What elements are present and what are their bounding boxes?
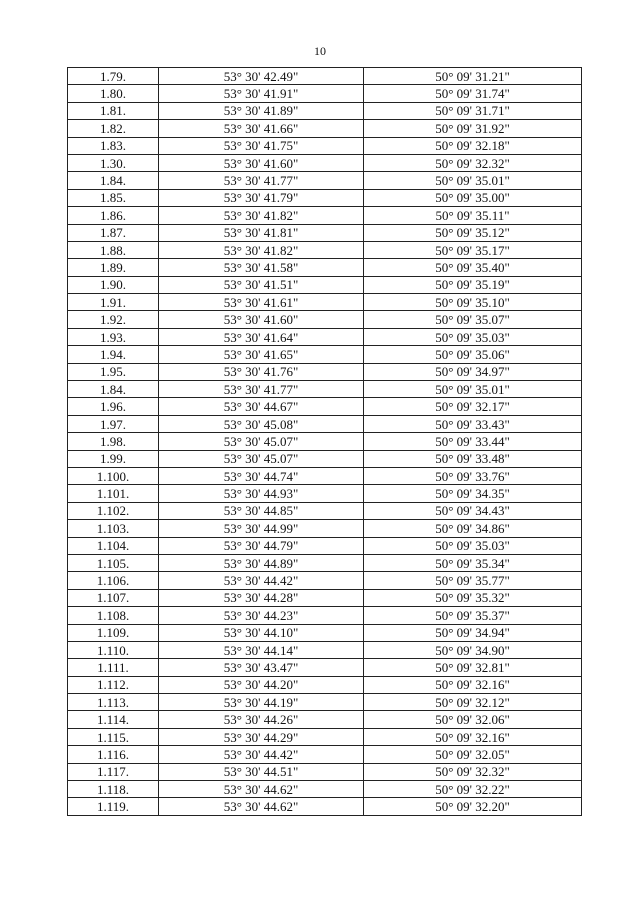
table-row — [68, 798, 582, 815]
table-row — [68, 259, 582, 276]
point-number-cell: 1.80. — [68, 85, 159, 102]
latitude-cell: 53° 30' 45.07" — [159, 433, 364, 450]
point-number-cell: 1.84. — [68, 172, 159, 189]
longitude-cell: 50° 09' 34.43" — [364, 502, 582, 519]
point-number-cell: 1.106. — [68, 572, 159, 589]
point-number-cell: 1.86. — [68, 207, 159, 224]
latitude-cell: 53° 30' 41.51" — [159, 276, 364, 293]
longitude-cell: 50° 09' 35.19" — [364, 276, 582, 293]
table-row — [68, 311, 582, 328]
longitude-cell: 50° 09' 35.03" — [364, 537, 582, 554]
latitude-cell: 53° 30' 44.28" — [159, 589, 364, 606]
latitude-cell: 53° 30' 44.19" — [159, 694, 364, 711]
latitude-cell: 53° 30' 41.79" — [159, 189, 364, 206]
table-row — [68, 746, 582, 763]
longitude-cell: 50° 09' 34.90" — [364, 641, 582, 658]
table-row — [68, 137, 582, 154]
latitude-cell: 53° 30' 45.07" — [159, 450, 364, 467]
table-row — [68, 537, 582, 554]
point-number-cell: 1.102. — [68, 502, 159, 519]
table-row — [68, 328, 582, 345]
table-row — [68, 728, 582, 745]
longitude-cell: 50° 09' 34.35" — [364, 485, 582, 502]
point-number-cell: 1.108. — [68, 607, 159, 624]
table-row — [68, 485, 582, 502]
latitude-cell: 53° 30' 44.42" — [159, 572, 364, 589]
longitude-cell: 50° 09' 34.86" — [364, 520, 582, 537]
latitude-cell: 53° 30' 44.23" — [159, 607, 364, 624]
latitude-cell: 53° 30' 44.51" — [159, 763, 364, 780]
point-number-cell: 1.90. — [68, 276, 159, 293]
table-row — [68, 415, 582, 432]
latitude-cell: 53° 30' 44.29" — [159, 728, 364, 745]
latitude-cell: 53° 30' 41.66" — [159, 120, 364, 137]
latitude-cell: 53° 30' 44.42" — [159, 746, 364, 763]
point-number-cell: 1.111. — [68, 659, 159, 676]
longitude-cell: 50° 09' 32.16" — [364, 728, 582, 745]
longitude-cell: 50° 09' 35.77" — [364, 572, 582, 589]
longitude-cell: 50° 09' 35.34" — [364, 554, 582, 571]
table-row — [68, 294, 582, 311]
longitude-cell: 50° 09' 31.74" — [364, 85, 582, 102]
latitude-cell: 53° 30' 43.47" — [159, 659, 364, 676]
table-row — [68, 589, 582, 606]
point-number-cell: 1.117. — [68, 763, 159, 780]
latitude-cell: 53° 30' 44.67" — [159, 398, 364, 415]
latitude-cell: 53° 30' 41.81" — [159, 224, 364, 241]
table-row — [68, 502, 582, 519]
latitude-cell: 53° 30' 41.75" — [159, 137, 364, 154]
latitude-cell: 53° 30' 41.91" — [159, 85, 364, 102]
longitude-cell: 50° 09' 35.37" — [364, 607, 582, 624]
longitude-cell: 50° 09' 31.92" — [364, 120, 582, 137]
table-row — [68, 85, 582, 102]
table-row — [68, 433, 582, 450]
point-number-cell: 1.30. — [68, 154, 159, 171]
point-number-cell: 1.101. — [68, 485, 159, 502]
point-number-cell: 1.96. — [68, 398, 159, 415]
latitude-cell: 53° 30' 41.82" — [159, 241, 364, 258]
point-number-cell: 1.82. — [68, 120, 159, 137]
table-row — [68, 676, 582, 693]
point-number-cell: 1.113. — [68, 694, 159, 711]
point-number-cell: 1.104. — [68, 537, 159, 554]
point-number-cell: 1.98. — [68, 433, 159, 450]
longitude-cell: 50° 09' 31.71" — [364, 102, 582, 119]
table-row — [68, 346, 582, 363]
table-row — [68, 624, 582, 641]
longitude-cell: 50° 09' 32.32" — [364, 154, 582, 171]
table-row — [68, 763, 582, 780]
longitude-cell: 50° 09' 32.22" — [364, 781, 582, 798]
point-number-cell: 1.97. — [68, 415, 159, 432]
table-row — [68, 120, 582, 137]
point-number-cell: 1.114. — [68, 711, 159, 728]
latitude-cell: 53° 30' 41.89" — [159, 102, 364, 119]
point-number-cell: 1.84. — [68, 381, 159, 398]
longitude-cell: 50° 09' 35.07" — [364, 311, 582, 328]
table-row — [68, 572, 582, 589]
point-number-cell: 1.89. — [68, 259, 159, 276]
longitude-cell: 50° 09' 33.43" — [364, 415, 582, 432]
table-row — [68, 276, 582, 293]
longitude-cell: 50° 09' 32.18" — [364, 137, 582, 154]
latitude-cell: 53° 30' 44.62" — [159, 781, 364, 798]
table-row — [68, 607, 582, 624]
latitude-cell: 53° 30' 44.79" — [159, 537, 364, 554]
page-number: 10 — [314, 44, 326, 58]
longitude-cell: 50° 09' 35.06" — [364, 346, 582, 363]
latitude-cell: 53° 30' 41.77" — [159, 172, 364, 189]
latitude-cell: 53° 30' 41.77" — [159, 381, 364, 398]
table-row — [68, 381, 582, 398]
latitude-cell: 53° 30' 41.76" — [159, 363, 364, 380]
table-row — [68, 467, 582, 484]
latitude-cell: 53° 30' 41.82" — [159, 207, 364, 224]
point-number-cell: 1.119. — [68, 798, 159, 815]
longitude-cell: 50° 09' 35.01" — [364, 381, 582, 398]
longitude-cell: 50° 09' 32.32" — [364, 763, 582, 780]
table-row — [68, 781, 582, 798]
longitude-cell: 50° 09' 32.06" — [364, 711, 582, 728]
latitude-cell: 53° 30' 44.20" — [159, 676, 364, 693]
longitude-cell: 50° 09' 35.00" — [364, 189, 582, 206]
point-number-cell: 1.91. — [68, 294, 159, 311]
table-row — [68, 224, 582, 241]
table-row — [68, 68, 582, 85]
table-row — [68, 172, 582, 189]
latitude-cell: 53° 30' 41.64" — [159, 328, 364, 345]
point-number-cell: 1.99. — [68, 450, 159, 467]
longitude-cell: 50° 09' 35.17" — [364, 241, 582, 258]
table-row — [68, 398, 582, 415]
table-row — [68, 711, 582, 728]
table-row — [68, 189, 582, 206]
latitude-cell: 53° 30' 44.99" — [159, 520, 364, 537]
table-row — [68, 363, 582, 380]
latitude-cell: 53° 30' 44.26" — [159, 711, 364, 728]
point-number-cell: 1.118. — [68, 781, 159, 798]
point-number-cell: 1.88. — [68, 241, 159, 258]
table-row — [68, 207, 582, 224]
longitude-cell: 50° 09' 34.94" — [364, 624, 582, 641]
point-number-cell: 1.95. — [68, 363, 159, 380]
latitude-cell: 53° 30' 41.60" — [159, 311, 364, 328]
longitude-cell: 50° 09' 35.12" — [364, 224, 582, 241]
latitude-cell: 53° 30' 41.58" — [159, 259, 364, 276]
table-row — [68, 450, 582, 467]
point-number-cell: 1.112. — [68, 676, 159, 693]
point-number-cell: 1.81. — [68, 102, 159, 119]
longitude-cell: 50° 09' 33.44" — [364, 433, 582, 450]
point-number-cell: 1.94. — [68, 346, 159, 363]
table-row — [68, 154, 582, 171]
table-row — [68, 641, 582, 658]
point-number-cell: 1.105. — [68, 554, 159, 571]
latitude-cell: 53° 30' 44.89" — [159, 554, 364, 571]
point-number-cell: 1.83. — [68, 137, 159, 154]
longitude-cell: 50° 09' 32.05" — [364, 746, 582, 763]
latitude-cell: 53° 30' 44.74" — [159, 467, 364, 484]
latitude-cell: 53° 30' 45.08" — [159, 415, 364, 432]
longitude-cell: 50° 09' 34.97" — [364, 363, 582, 380]
point-number-cell: 1.110. — [68, 641, 159, 658]
latitude-cell: 53° 30' 42.49" — [159, 68, 364, 85]
latitude-cell: 53° 30' 44.85" — [159, 502, 364, 519]
longitude-cell: 50° 09' 32.20" — [364, 798, 582, 815]
point-number-cell: 1.109. — [68, 624, 159, 641]
latitude-cell: 53° 30' 44.62" — [159, 798, 364, 815]
coordinates-table-body — [68, 68, 582, 816]
point-number-cell: 1.103. — [68, 520, 159, 537]
table-row — [68, 102, 582, 119]
table-row — [68, 241, 582, 258]
longitude-cell: 50° 09' 31.21" — [364, 68, 582, 85]
longitude-cell: 50° 09' 35.10" — [364, 294, 582, 311]
longitude-cell: 50° 09' 35.11" — [364, 207, 582, 224]
longitude-cell: 50° 09' 32.81" — [364, 659, 582, 676]
point-number-cell: 1.85. — [68, 189, 159, 206]
latitude-cell: 53° 30' 44.14" — [159, 641, 364, 658]
longitude-cell: 50° 09' 35.01" — [364, 172, 582, 189]
longitude-cell: 50° 09' 35.32" — [364, 589, 582, 606]
latitude-cell: 53° 30' 41.65" — [159, 346, 364, 363]
point-number-cell: 1.100. — [68, 467, 159, 484]
point-number-cell: 1.87. — [68, 224, 159, 241]
point-number-cell: 1.116. — [68, 746, 159, 763]
table-row — [68, 520, 582, 537]
coordinates-table — [67, 67, 582, 816]
point-number-cell: 1.107. — [68, 589, 159, 606]
longitude-cell: 50° 09' 35.40" — [364, 259, 582, 276]
longitude-cell: 50° 09' 33.76" — [364, 467, 582, 484]
table-row — [68, 694, 582, 711]
longitude-cell: 50° 09' 33.48" — [364, 450, 582, 467]
table-row — [68, 659, 582, 676]
point-number-cell: 1.93. — [68, 328, 159, 345]
point-number-cell: 1.92. — [68, 311, 159, 328]
longitude-cell: 50° 09' 32.12" — [364, 694, 582, 711]
latitude-cell: 53° 30' 44.93" — [159, 485, 364, 502]
latitude-cell: 53° 30' 41.60" — [159, 154, 364, 171]
point-number-cell: 1.115. — [68, 728, 159, 745]
longitude-cell: 50° 09' 35.03" — [364, 328, 582, 345]
longitude-cell: 50° 09' 32.17" — [364, 398, 582, 415]
point-number-cell: 1.79. — [68, 68, 159, 85]
latitude-cell: 53° 30' 44.10" — [159, 624, 364, 641]
latitude-cell: 53° 30' 41.61" — [159, 294, 364, 311]
longitude-cell: 50° 09' 32.16" — [364, 676, 582, 693]
table-row — [68, 554, 582, 571]
